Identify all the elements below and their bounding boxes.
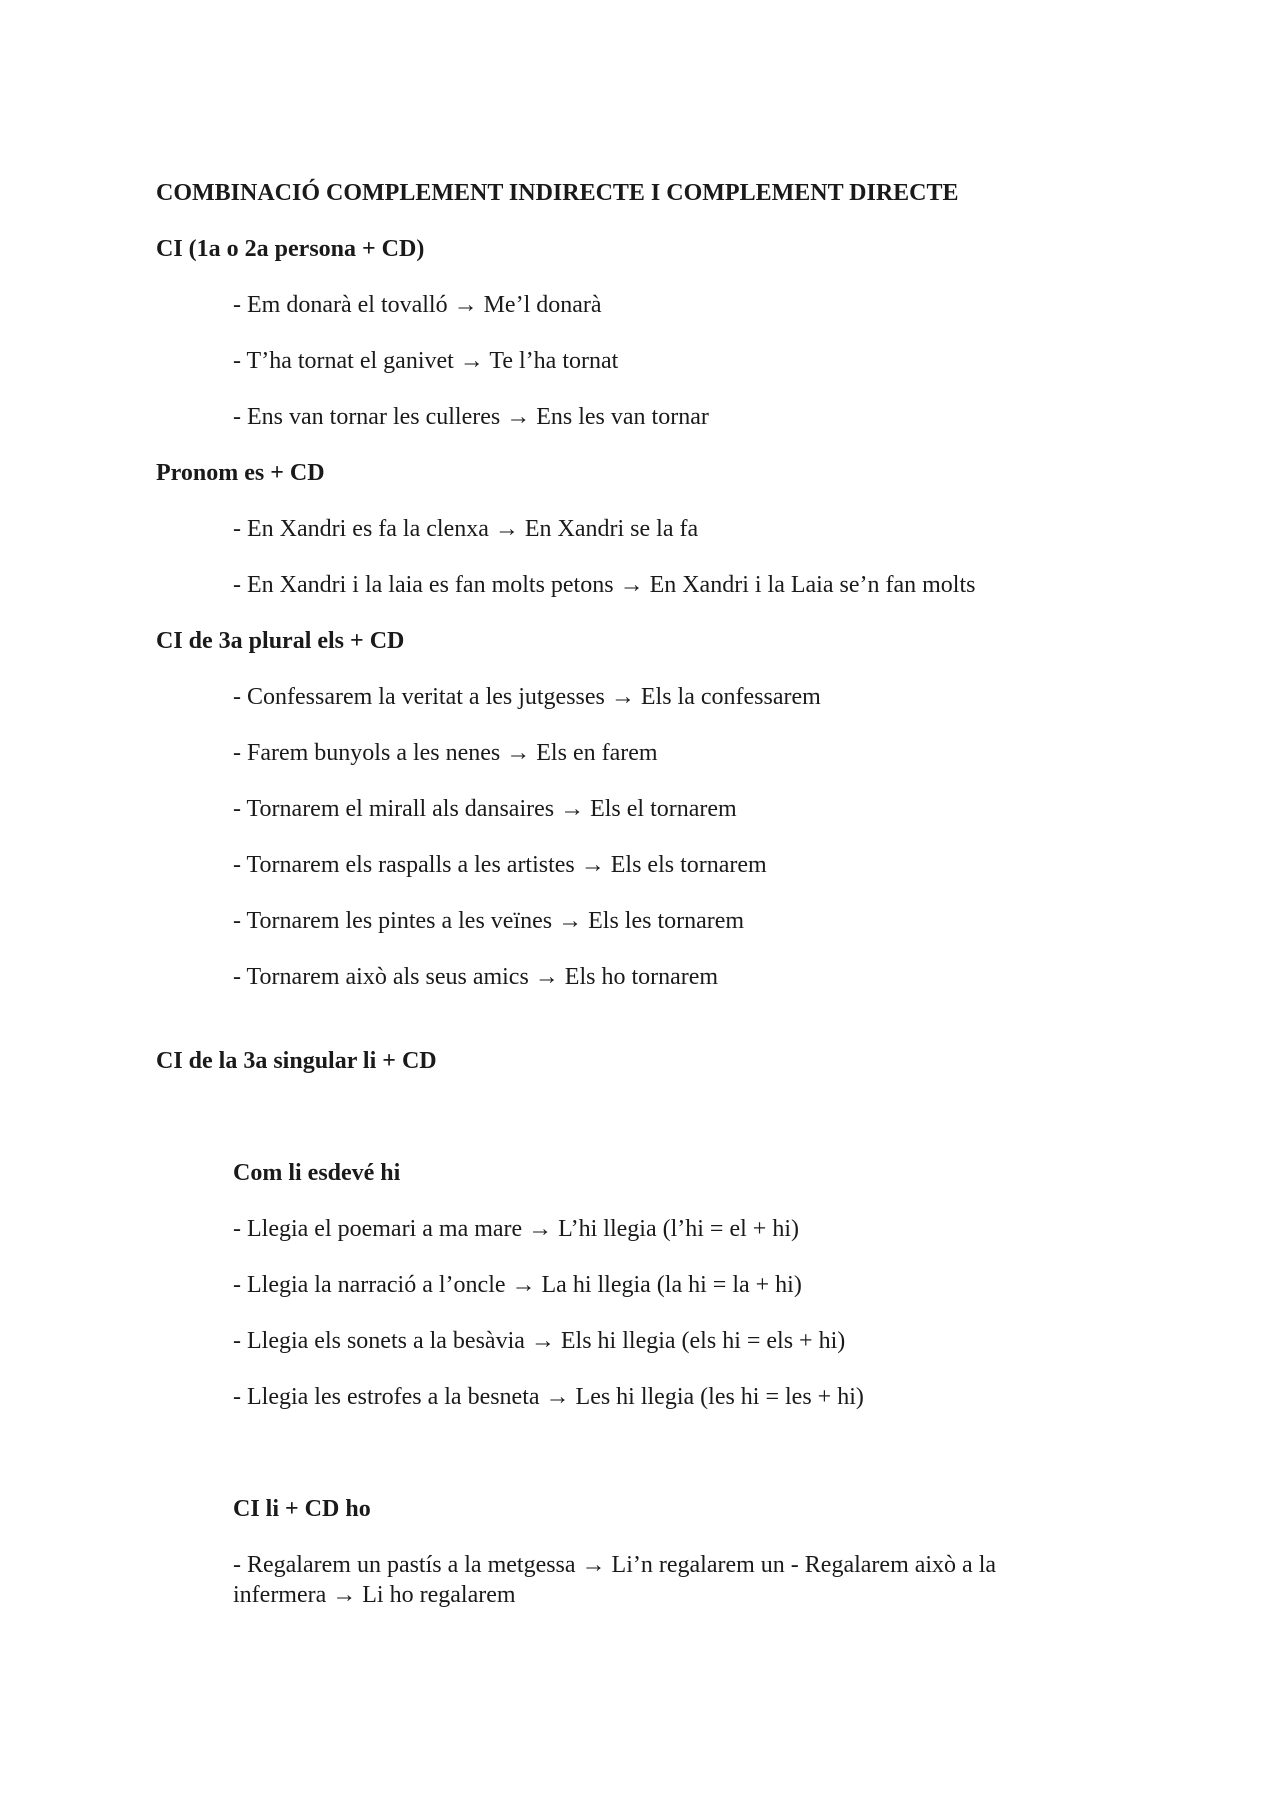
- list-item: - Llegia la narració a l’oncle → La hi llegia (la hi = la + hi): [233, 1272, 802, 1298]
- list-item: - Llegia les estrofes a la besneta → Les hi llegia (les hi = les + hi): [233, 1384, 864, 1410]
- list-item: - En Xandri i la laia es fan molts petons → En Xandri i la Laia se’n fan molts: [233, 572, 976, 598]
- list-item: - Confessarem la veritat a les jutgesses → Els la confessarem: [233, 684, 821, 710]
- list-item: - Tornarem el mirall als dansaires → Els el tornarem: [233, 796, 737, 822]
- list-item: - Llegia el poemari a ma mare → L’hi llegia (l’hi = el + hi): [233, 1216, 799, 1242]
- section-heading-ci-3a-singular: CI de la 3a singular li + CD: [156, 1048, 437, 1074]
- section-heading-ci-3a-plural: CI de 3a plural els + CD: [156, 628, 405, 654]
- subsection-heading-com-li-esdeve-hi: Com li esdevé hi: [233, 1160, 401, 1186]
- list-item: - Ens van tornar les culleres → Ens les van tornar: [233, 404, 709, 430]
- list-item: - Tornarem les pintes a les veïnes → Els les tornarem: [233, 908, 745, 934]
- section-heading-ci-1a-2a: CI (1a o 2a persona + CD): [156, 236, 425, 262]
- list-item: - Farem bunyols a les nenes → Els en farem: [233, 740, 658, 766]
- section-heading-pronom-es: Pronom es + CD: [156, 460, 325, 486]
- subsection-heading-ci-li-cd-ho: CI li + CD ho: [233, 1496, 371, 1522]
- list-item: - Em donarà el tovalló → Me’l donarà: [233, 292, 602, 318]
- list-item: - Llegia els sonets a la besàvia → Els hi llegia (els hi = els + hi): [233, 1328, 846, 1354]
- paragraph: - Regalarem un pastís a la metgessa → Li’n regalarem un - Regalarem això a la infermera → Li ho regalarem: [233, 1552, 997, 1608]
- document-page: [156, 178, 1086, 1610]
- list-item: - Tornarem això als seus amics → Els ho tornarem: [233, 964, 719, 990]
- document-title: COMBINACIÓ COMPLEMENT INDIRECTE I COMPLEMENT DIRECTE: [156, 180, 959, 206]
- list-item: - En Xandri es fa la clenxa → En Xandri se la fa: [233, 516, 699, 542]
- list-item: - Tornarem els raspalls a les artistes → Els els tornarem: [233, 852, 767, 878]
- list-item: - T’ha tornat el ganivet → Te l’ha tornat: [233, 348, 619, 374]
